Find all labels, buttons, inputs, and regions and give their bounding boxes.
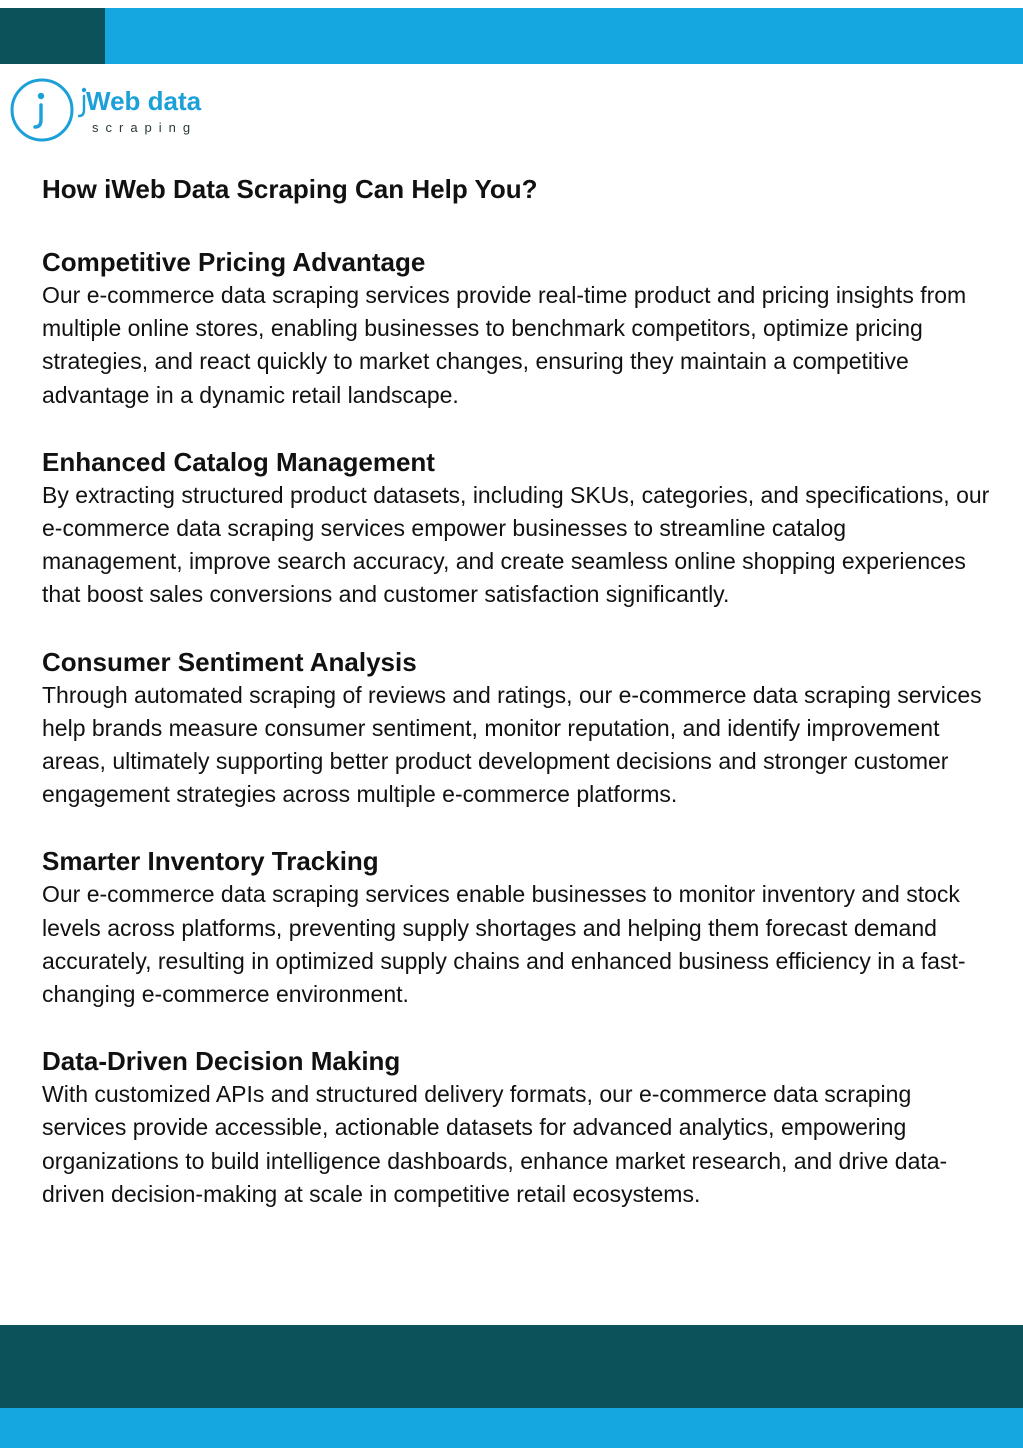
- section-heading: Consumer Sentiment Analysis: [42, 646, 417, 677]
- section-heading: Competitive Pricing Advantage: [42, 247, 426, 277]
- section-decision-making: [42, 1045, 992, 1211]
- header-band: [0, 8, 1023, 64]
- section-body: Our e-commerce data scraping services enable businesses to monitor inventory and stock levels across platforms, preventing supply shortages and helping them forecast demand accurately, resulting in optimized supply chains and enhanced business efficiency in a fast-changing e-commerce environment.: [42, 881, 966, 1008]
- document-content: [42, 172, 992, 1245]
- footer-band-dark: [0, 1325, 1023, 1408]
- section-heading: Data-Driven Decision Making: [42, 1046, 401, 1077]
- logo-tagline: scraping: [92, 120, 198, 135]
- section-body: With customized APIs and structured delivery formats, our e-commerce data scraping services provide accessible, actionable datasets for advanced analytics, empowering organizations to build intelligence dashboards, enhance market research, and drive data-driven decision-making at scale in competitive retail ecosystems.: [42, 1081, 948, 1207]
- brand-logo: [8, 74, 238, 146]
- footer-band-light: [0, 1408, 1023, 1448]
- section-heading: Smarter Inventory Tracking: [42, 846, 379, 877]
- section-body: Through automated scraping of reviews and ratings, our e-commerce data scraping services help brands measure consumer sentiment, monitor reputation, and identify improvement areas, ultimately supporting better product development decisions and stronger customer engagement strategies across multiple e-commerce platforms.: [42, 681, 982, 808]
- section-catalog-management: [42, 446, 992, 612]
- logo-j-icon: [8, 74, 78, 146]
- section-heading: Enhanced Catalog Management: [42, 446, 435, 477]
- section-body: By extracting structured product datasets, including SKUs, categories, and specifications, our e-commerce data scraping services empower businesses to streamline catalog management, improve search accuracy, and create seamless online shopping experiences that boost sales conversions and customer satisfaction significantly.: [42, 481, 990, 608]
- logo-wordmark: Web data: [86, 86, 202, 116]
- section-body: Our e-commerce data scraping services provide real-time product and pricing insights from multiple online stores, enabling businesses to benchmark competitors, optimize pricing strategies, and react quickly to market changes, ensuring they maintain a competitive advantage in a dynamic retail landscape.: [42, 282, 967, 408]
- section-sentiment-analysis: [42, 646, 992, 812]
- page-title: How iWeb Data Scraping Can Help You?: [42, 174, 538, 204]
- section-competitive-pricing: [42, 246, 992, 412]
- header-accent-block: [0, 8, 105, 64]
- section-inventory-tracking: [42, 845, 992, 1011]
